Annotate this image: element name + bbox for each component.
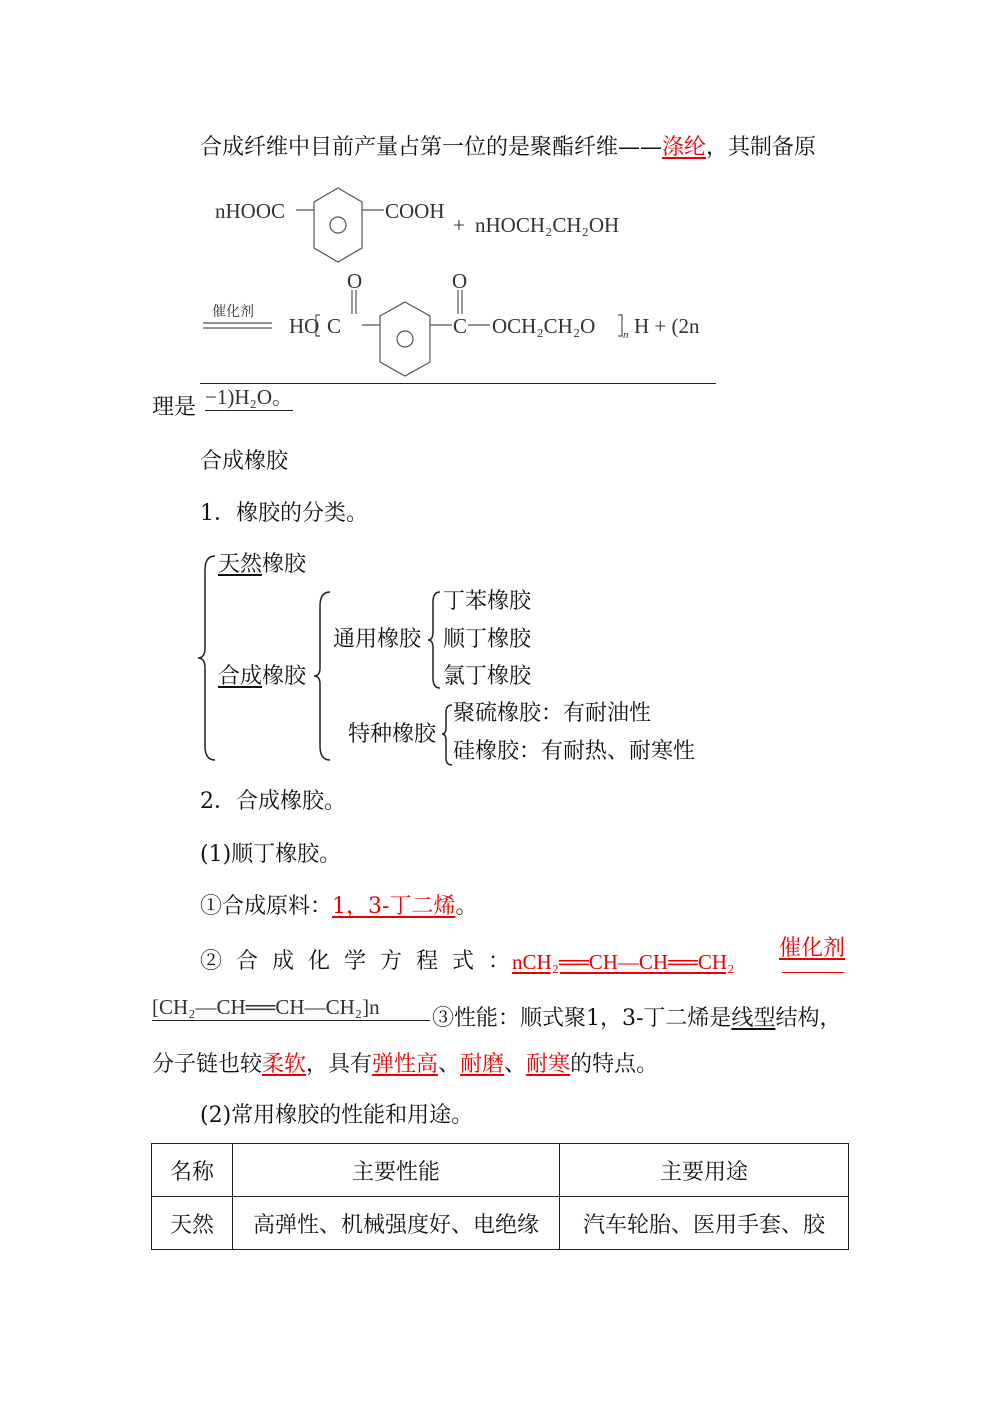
perf-end: 的特点。 [570,1052,659,1077]
perf-sep: 、 [438,1052,461,1077]
synthetic-answer: 合成 [218,664,263,689]
eq-monomer: nCH₂══CH—CH══CH₂ [512,950,735,974]
perf-answer: 耐磨 [460,1052,505,1077]
product-chain: OCH₂CH₂O [492,314,596,338]
catalyst-label: 催化剂 [212,305,254,320]
eq-catalyst: 催化剂 [779,936,846,961]
answer-polyester: 涤纶 [662,135,707,160]
reactant1-left: nHOOC [215,199,286,223]
tree-natural [218,552,306,578]
byproduct: −1)H₂O。 [205,385,293,409]
raw-label: ①合成原料： [200,894,333,919]
perf-sep: 、 [504,1052,527,1077]
intro-rest: ，其制备原 [706,135,817,160]
perf-line1 [432,1006,841,1032]
tree-special-item: 硅橡胶：有耐热、耐寒性 [453,739,696,764]
table-cell: 天然 [152,1197,233,1250]
table-header: 名称 [152,1144,233,1197]
section-title: 合成橡胶 [200,449,289,474]
carbonyl-c2: C [453,314,468,338]
benzene-ring-2 [380,302,430,376]
plus-sign: + [453,213,465,237]
perf-text: ，具有 [306,1052,373,1077]
repeat-n: n [623,329,629,341]
carbonyl-o2: O [452,269,468,293]
perf-answer: 弹性高 [372,1052,439,1077]
raw-line [200,894,477,920]
tree-general-item: 氯丁橡胶 [443,664,532,689]
item2-heading: 2．合成橡胶。 [200,789,346,814]
table-header: 主要用途 [560,1144,849,1197]
sub2-heading: (2)常用橡胶的性能和用途。 [200,1103,474,1128]
tree-synthetic [218,664,306,690]
perf-rest: 结构， [775,1006,842,1031]
tree-general-item: 顺丁橡胶 [443,627,532,652]
carbonyl-c1: C [327,314,342,338]
table-header-row [152,1144,849,1197]
perf-linear: 线型 [731,1006,776,1031]
reactant2: nHOCH₂CH₂OH [475,213,620,237]
eq-polymer: [CH₂—CH══CH—CH₂]n [152,994,430,1021]
reactant1-right: COOH [385,199,445,223]
table-row [152,1197,849,1250]
product-ho: HO [289,314,320,338]
perf-soft: 柔软 [262,1052,307,1077]
eq-arrow [782,972,844,973]
perf-text: 分子链也较 [152,1052,263,1077]
intro-text: 合成纤维中目前产量占第一位的是聚酯纤维—— [200,135,663,160]
natural-suffix: 橡胶 [262,552,307,577]
perf-answer: 耐寒 [526,1052,571,1077]
benzene-ring-1 [314,188,362,262]
intro-cont: 理是 [152,395,197,420]
product-end: H + (2n [634,314,700,338]
tree-general-item: 丁苯橡胶 [443,589,532,614]
synthetic-suffix: 橡胶 [262,664,307,689]
sub1-heading: (1)顺丁橡胶。 [200,842,342,867]
table-header: 主要性能 [233,1144,560,1197]
raw-answer: 1，3-丁二烯 [332,894,456,919]
tree-general: 通用橡胶 [333,627,422,652]
item1-heading: 1．橡胶的分类。 [200,501,368,526]
perf-label: ③性能：顺式聚1，3-丁二烯是 [432,1006,732,1031]
eq-label: ②合成化学方程式： [200,949,525,974]
table-cell: 高弹性、机械强度好、电绝缘 [233,1197,560,1250]
tree-special-item: 聚硫橡胶：有耐油性 [453,701,652,726]
carbonyl-o1: O [347,269,363,293]
rubber-table [151,1143,849,1250]
perf-line2 [152,1052,658,1078]
table-cell: 汽车轮胎、医用手套、胶 [560,1197,849,1250]
raw-end: 。 [455,894,478,919]
tree-special: 特种橡胶 [348,722,437,747]
natural-answer: 天然 [218,552,263,577]
